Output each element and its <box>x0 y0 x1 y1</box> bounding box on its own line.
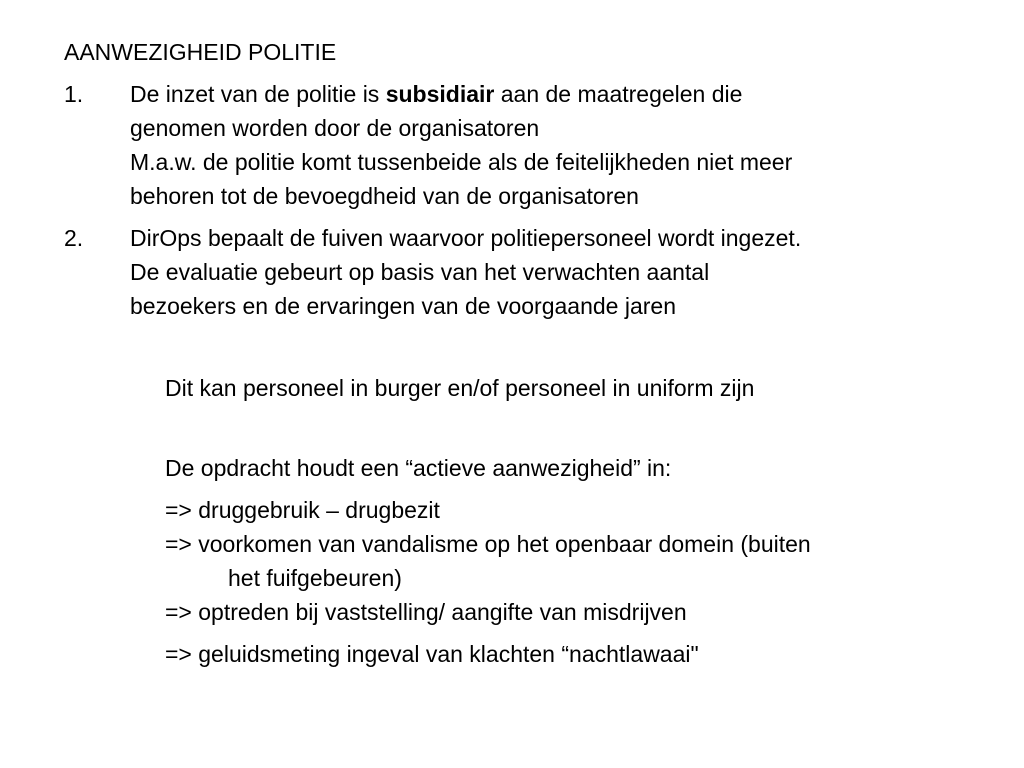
arrow-item-vandalism-line-1: => voorkomen van vandalisme op het openbaar domein (buiten <box>165 531 811 557</box>
item-1-number: 1. <box>64 81 84 107</box>
item-1-line-1-after: aan de maatregelen die <box>494 81 743 107</box>
item-1-line-3: M.a.w. de politie komt tussenbeide als de feitelijkheden niet meer <box>130 149 793 175</box>
item-1-line-1-before: De inzet van de politie is <box>130 81 386 107</box>
paragraph-personnel: Dit kan personeel in burger en/of personeel in uniform zijn <box>165 375 755 401</box>
arrow-item-offences: => optreden bij vaststelling/ aangifte van misdrijven <box>165 599 687 625</box>
item-2-line-3: bezoekers en de ervaringen van de voorgaande jaren <box>130 293 676 319</box>
arrow-item-vandalism-line-2: het fuifgebeuren) <box>228 565 402 591</box>
item-1-line-4: behoren tot de bevoegdheid van de organisatoren <box>130 183 639 209</box>
item-2-line-2: De evaluatie gebeurt op basis van het verwachten aantal <box>130 259 710 285</box>
item-1-bold-term: subsidiair <box>385 81 495 107</box>
item-2-line-1: DirOps bepaalt de fuiven waarvoor politiepersoneel wordt ingezet. <box>130 225 802 251</box>
slide-title: AANWEZIGHEID POLITIE <box>64 39 337 65</box>
paragraph-assignment: De opdracht houdt een “actieve aanwezigheid” in: <box>165 455 672 481</box>
item-2-number: 2. <box>64 225 84 251</box>
item-1-line-1 <box>130 78 742 111</box>
arrow-item-drugs: => druggebruik – drugbezit <box>165 497 440 523</box>
item-1-line-2: genomen worden door de organisatoren <box>130 115 540 141</box>
arrow-item-noise: => geluidsmeting ingeval van klachten “nachtlawaai" <box>165 641 699 667</box>
